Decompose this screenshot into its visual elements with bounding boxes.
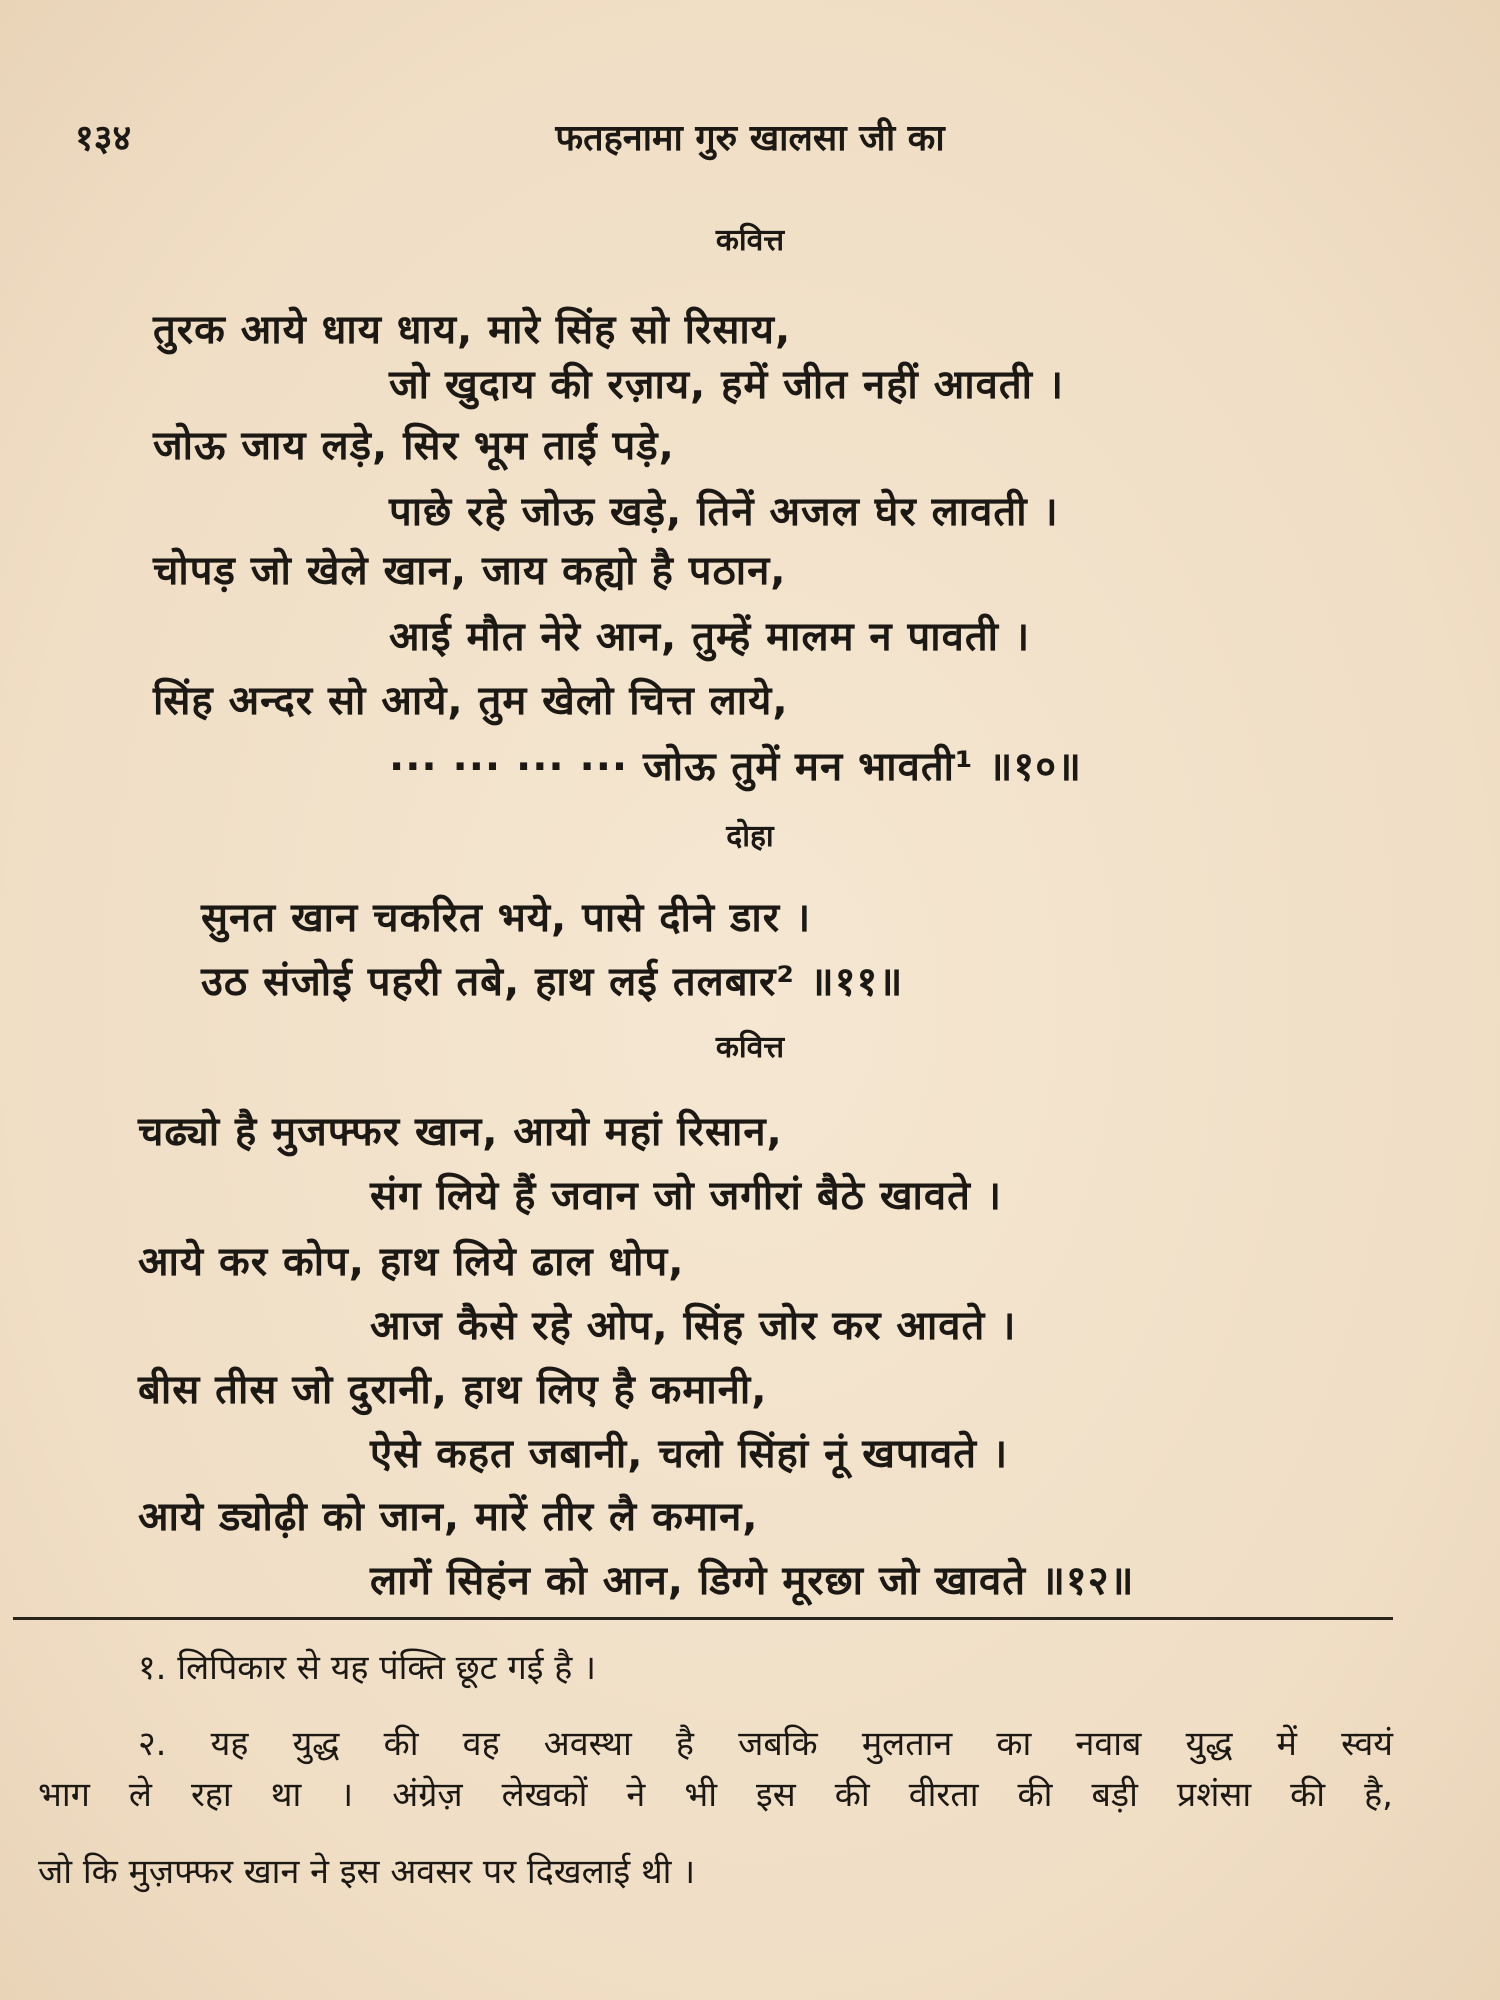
verse-line: ··· ··· ··· ··· जोऊ तुमें मन भावती¹ ॥१०॥ [389,744,1082,790]
verse-line: पाछे रहे जोऊ खड़े, तिनें अजल घेर लावती । [389,489,1059,535]
footnote-1: १. लिपिकार से यह पंक्ति छूट गई है । [138,1648,596,1688]
verse-line: सुनत खान चकरित भये, पासे दीने डार । [201,895,812,941]
verse-line: बीस तीस जो दुरानी, हाथ लिए है कमानी, [138,1367,768,1413]
running-title: फतहनामा गुरु खालसा जी का [555,118,945,159]
section-heading-kavitt: कवित्त [715,1030,785,1065]
verse-line: जो खुदाय की रज़ाय, हमें जीत नहीं आवती । [389,362,1065,408]
verse-line: सिंह अन्दर सो आये, तुम खेलो चित्त लाये, [153,678,789,724]
verse-line: जोऊ जाय लड़े, सिर भूम ताईं पड़े, [153,423,675,469]
verse-line: आये कर कोप, हाथ लिये ढाल धोप, [138,1239,685,1285]
verse-line: संग लिये हैं जवान जो जगीरां बैठे खावते । [370,1173,1003,1219]
footnote-2-line-1: २. यह युद्ध की वह अवस्था है जबकि मुलतान का नवाब युद्ध में स्वयं [138,1724,1393,1764]
section-heading-kavitt: कवित्त [715,223,785,258]
verse-line: चोपड़ जो खेले खान, जाय कह्यो है पठान, [153,548,787,594]
section-heading-doha: दोहा [726,819,774,854]
verse-line: ऐसे कहत जबानी, चलो सिंहां नूं खपावते । [370,1431,1009,1477]
verse-line: चढ्यो है मुजफ्फर खान, आयो महां रिसान, [138,1109,783,1155]
verse-line: तुरक आये धाय धाय, मारे सिंह सो रिसाय, [153,307,792,353]
verse-line: आज कैसे रहे ओप, सिंह जोर कर आवते । [370,1303,1017,1349]
footnote-2-line-2: भाग ले रहा था । अंग्रेज़ लेखकों ने भी इस की वीरता की बड़ी प्रशंसा की है, [38,1775,1393,1815]
verse-line: लागें सिहंन को आन, डिग्गे मूरछा जो खावते ॥१२॥ [370,1558,1135,1604]
verse-line: आई मौत नेरे आन, तुम्हें मालम न पावती । [389,614,1031,660]
footnote-divider [13,1617,1393,1620]
verse-line: आये ड्योढ़ी को जान, मारें तीर लै कमान, [138,1494,759,1540]
page-number: १३४ [75,118,132,159]
verse-line: उठ संजोई पहरी तबे, हाथ लई तलबार² ॥११॥ [201,959,904,1005]
footnote-2-line-3: जो कि मुज़फ्फर खान ने इस अवसर पर दिखलाई थी । [38,1852,696,1892]
